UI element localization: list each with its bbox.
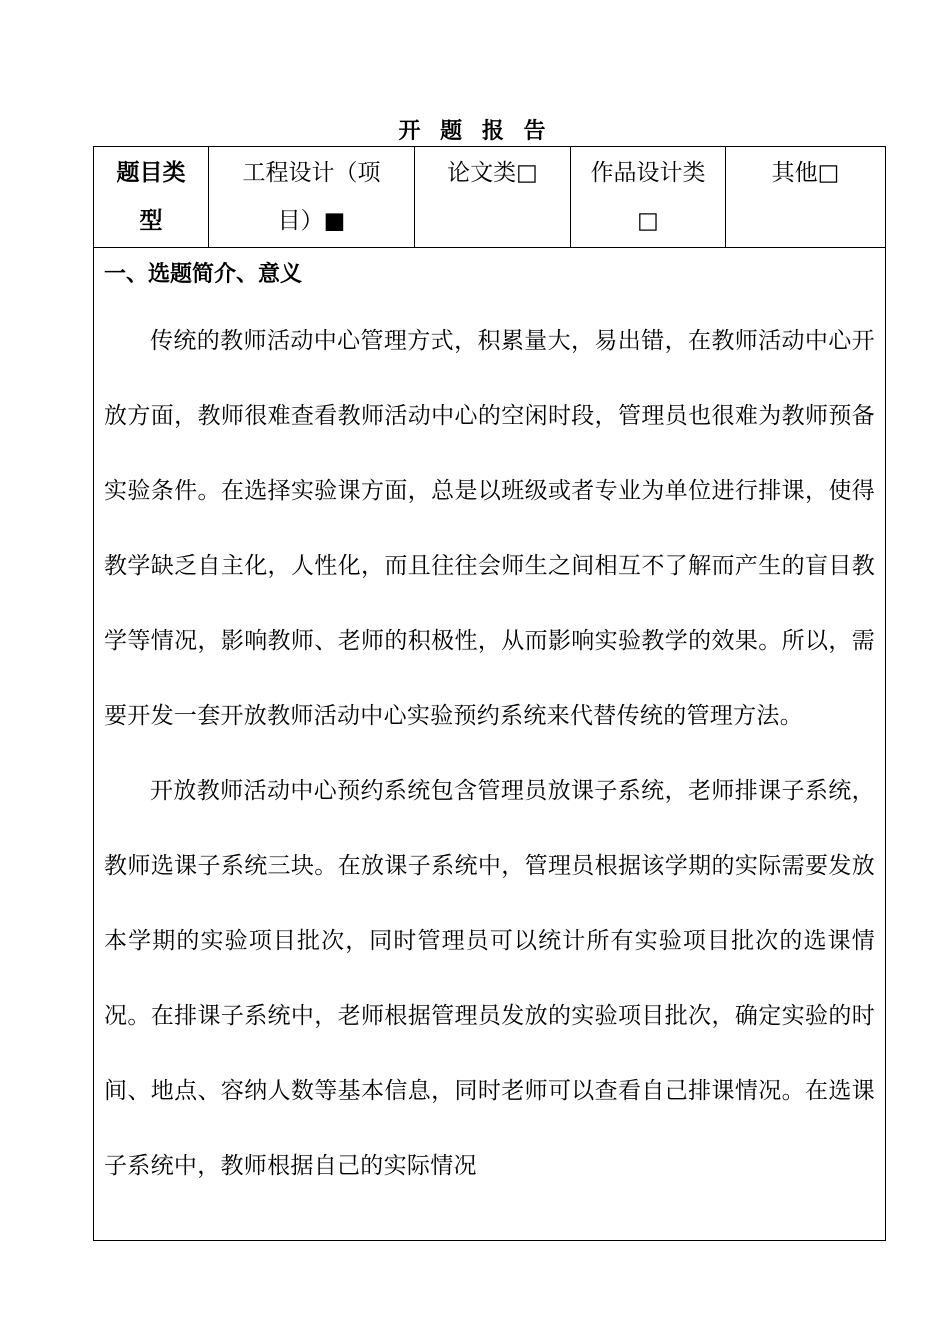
report-table (93, 146, 886, 1241)
option-work-design: 作品设计类□ (571, 147, 726, 248)
option-thesis: 论文类□ (415, 147, 571, 248)
section-content-cell (94, 248, 886, 1241)
option-other: 其他□ (726, 147, 886, 248)
section-heading: 一、选题简介、意义 (104, 262, 303, 287)
topic-type-row (94, 147, 886, 248)
paragraph-background: 传统的教师活动中心管理方式，积累量大，易出错，在教师活动中心开放方面，教师很难查看教师活动中心的空闲时段，管理员也很难为教师预备实验条件。在选择实验课方面，总是以班级或者专业为单位进行排课，使得教学缺乏自主化，人性化，而且往往会师生之间相互不了解而产生的盲目教学等情况，影响教师、老师的积极性，从而影响实验教学的效果。所以，需要开发一套开放教师活动中心实验预约系统来代替传统的管理方法。 (104, 328, 875, 729)
option-engineering-design: 工程设计（项目）■ (209, 147, 415, 248)
document-title: 开 题 报 告 (398, 119, 552, 144)
paragraph-system-overview: 开放教师活动中心预约系统包含管理员放课子系统，老师排课子系统，教师选课子系统三块。在放课子系统中，管理员根据该学期的实际需要发放本学期的实验项目批次，同时管理员可以统计所有实验项目批次的选课情况。在排课子系统中，老师根据管理员发放的实验项目批次，确定实验的时间、地点、容纳人数等基本信息，同时老师可以查看自己排课情况。在选课子系统中，教师根据自己的实际情况 (104, 778, 875, 1179)
topic-type-header: 题目类型 (94, 147, 209, 248)
